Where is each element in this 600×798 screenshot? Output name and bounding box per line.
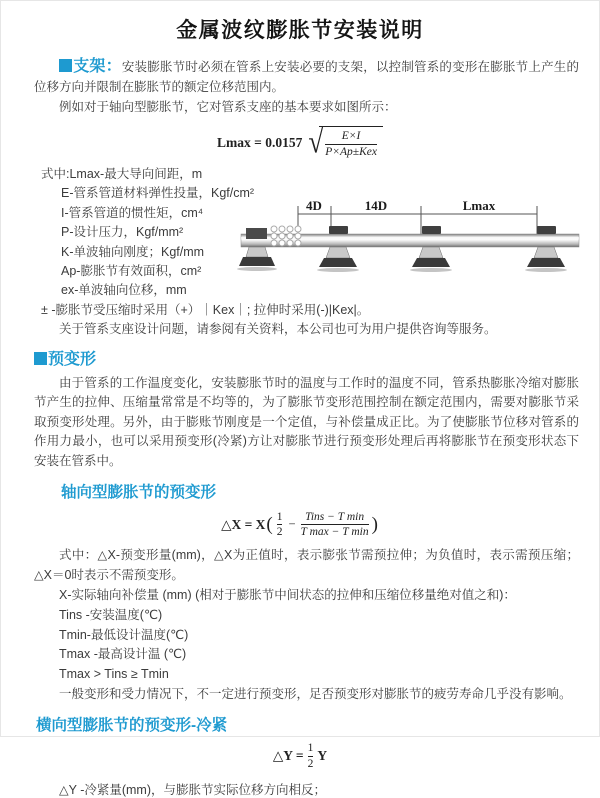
lateral-subheading: 横向型膨胀节的预变形-冷紧 bbox=[36, 716, 228, 734]
lateral-formula bbox=[1, 741, 599, 772]
axial-note-tmax: Tmax -最高设计温 (℃) bbox=[59, 647, 187, 662]
open-paren: ( bbox=[266, 513, 273, 535]
half-denominator: 2 bbox=[276, 526, 283, 539]
support-paragraph bbox=[1, 57, 599, 97]
lmax-numerator: E×I bbox=[341, 130, 361, 142]
axial-notes bbox=[1, 546, 599, 704]
def-i: I-管系管道的惯性矩，cm⁴ bbox=[61, 205, 204, 220]
lmax-radicand bbox=[319, 126, 383, 160]
lmax-denominator: P×Ap±Kex bbox=[325, 145, 377, 158]
section-square-icon-2 bbox=[34, 352, 47, 365]
def-ex: ex-单波轴向位移，mm bbox=[61, 283, 187, 298]
def-ap: Ap-膨胀节有效面积，cm² bbox=[61, 263, 202, 278]
axial-note-tins: Tins -安装温度(℃) bbox=[59, 607, 163, 622]
pipe-support-diagram bbox=[241, 191, 598, 279]
preform-heading-row bbox=[1, 346, 599, 369]
def-lmax: 式中:Lmax-最大导向间距，m bbox=[41, 166, 203, 181]
axial-note-tmin: Tmin-最低设计温度(℃) bbox=[59, 627, 189, 642]
page-title: 金属波纹膨胀节安装说明 bbox=[176, 19, 424, 42]
def-consult: 关于管系支座设计问题，请参阅有关资料，本公司也可为用户提供咨询等服务。 bbox=[59, 322, 497, 337]
axial-numerator: Tins − T min bbox=[305, 510, 365, 523]
support-heading: 支架： bbox=[73, 58, 122, 75]
minus-operator: − bbox=[288, 517, 296, 532]
label-14d: 14D bbox=[364, 198, 388, 213]
preform-heading: 预变形 bbox=[48, 350, 97, 368]
axial-note-shizhong: 式中：△X-预变形量(mm)，△X为正值时，表示膨张节需预拉伸；为负值时，表示需预压缩；△X＝0时表示不需预变形。 bbox=[34, 548, 579, 583]
label-4d: 4D bbox=[306, 198, 322, 213]
half-numerator: 1 bbox=[276, 510, 283, 523]
axial-note-inequality: Tmax > Tins ≥ Tmin bbox=[59, 667, 169, 682]
lateral-formula-rhs: Y bbox=[317, 748, 328, 764]
def-pm: ± -膨胀节受压缩时采用（+）｜Kex｜; 拉伸时采用(-)|Kex|。 bbox=[41, 302, 370, 317]
axial-note-final: 一般变形和受力情况下，不一定进行预变形，足否预变形对膨胀节的疲劳寿命几乎没有影响。 bbox=[59, 686, 572, 701]
lmax-formula-lhs: Lmax = 0.0157 bbox=[217, 134, 303, 150]
def-p: P-设计压力，Kgf/mm² bbox=[61, 225, 184, 240]
axial-denominator: T max − T min bbox=[300, 526, 369, 539]
close-paren: ) bbox=[371, 513, 378, 535]
def-k: K-单波轴向刚度；Kgf/mm bbox=[61, 244, 205, 259]
axial-formula bbox=[1, 510, 599, 541]
lateral-note: △Y -冷紧量(mm)，与膨胀节实际位移方向相反； bbox=[59, 782, 327, 797]
lateral-half-den: 2 bbox=[307, 757, 314, 770]
support-example-line: 例如对于轴向型膨胀节，它对管系支座的基本要求如图所示： bbox=[59, 100, 397, 114]
support-intro-text: 安装膨胀节时必须在管系上安装必要的支架，以控制管系的变形在膨胀节上产生的位移方向并限制在膨胀节的额定位移范围内。 bbox=[34, 60, 579, 94]
preform-paragraph: 由于管系的工作温度变化，安装膨胀节时的温度与工作时的温度不同，管系热膨胀冷缩对膨胀节产生的拉伸、压缩量常常是不均等的，为了膨胀节变形范围控制在额定范围内，需要对膨胀节采取预变形处理。另外，由于膨账节刚度是一个定值，与补偿量成正比。为了使膨胀节位移对管系的作用力最小，也可以采用预变形(冷紧)方让对膨胀节进行预变形处理后再将膨胀节在预变形状态下安装在管系中。 bbox=[34, 375, 579, 468]
axial-formula-lhs: △X = X bbox=[221, 516, 266, 532]
axial-subheading: 轴向型膨胀节的预变形 bbox=[61, 483, 217, 501]
axial-note-x: X-实际轴向补偿量 (mm) (相对于膨胀节中间状态的拉伸和压缩位移量绝对值之和)： bbox=[59, 587, 516, 602]
guide-support-2 bbox=[410, 226, 452, 272]
sqrt-symbol: √ bbox=[308, 124, 324, 161]
guide-support-3 bbox=[525, 226, 567, 272]
lmax-formula bbox=[1, 126, 599, 160]
lateral-formula-lhs: △Y = bbox=[272, 748, 304, 764]
def-e: E-管系管道材料弹性投量，Kgf/cm² bbox=[61, 186, 255, 201]
label-lmax: Lmax bbox=[462, 198, 496, 213]
section-square-icon bbox=[59, 59, 72, 72]
guide-support-1 bbox=[317, 226, 359, 272]
lateral-half-num: 1 bbox=[307, 741, 314, 754]
